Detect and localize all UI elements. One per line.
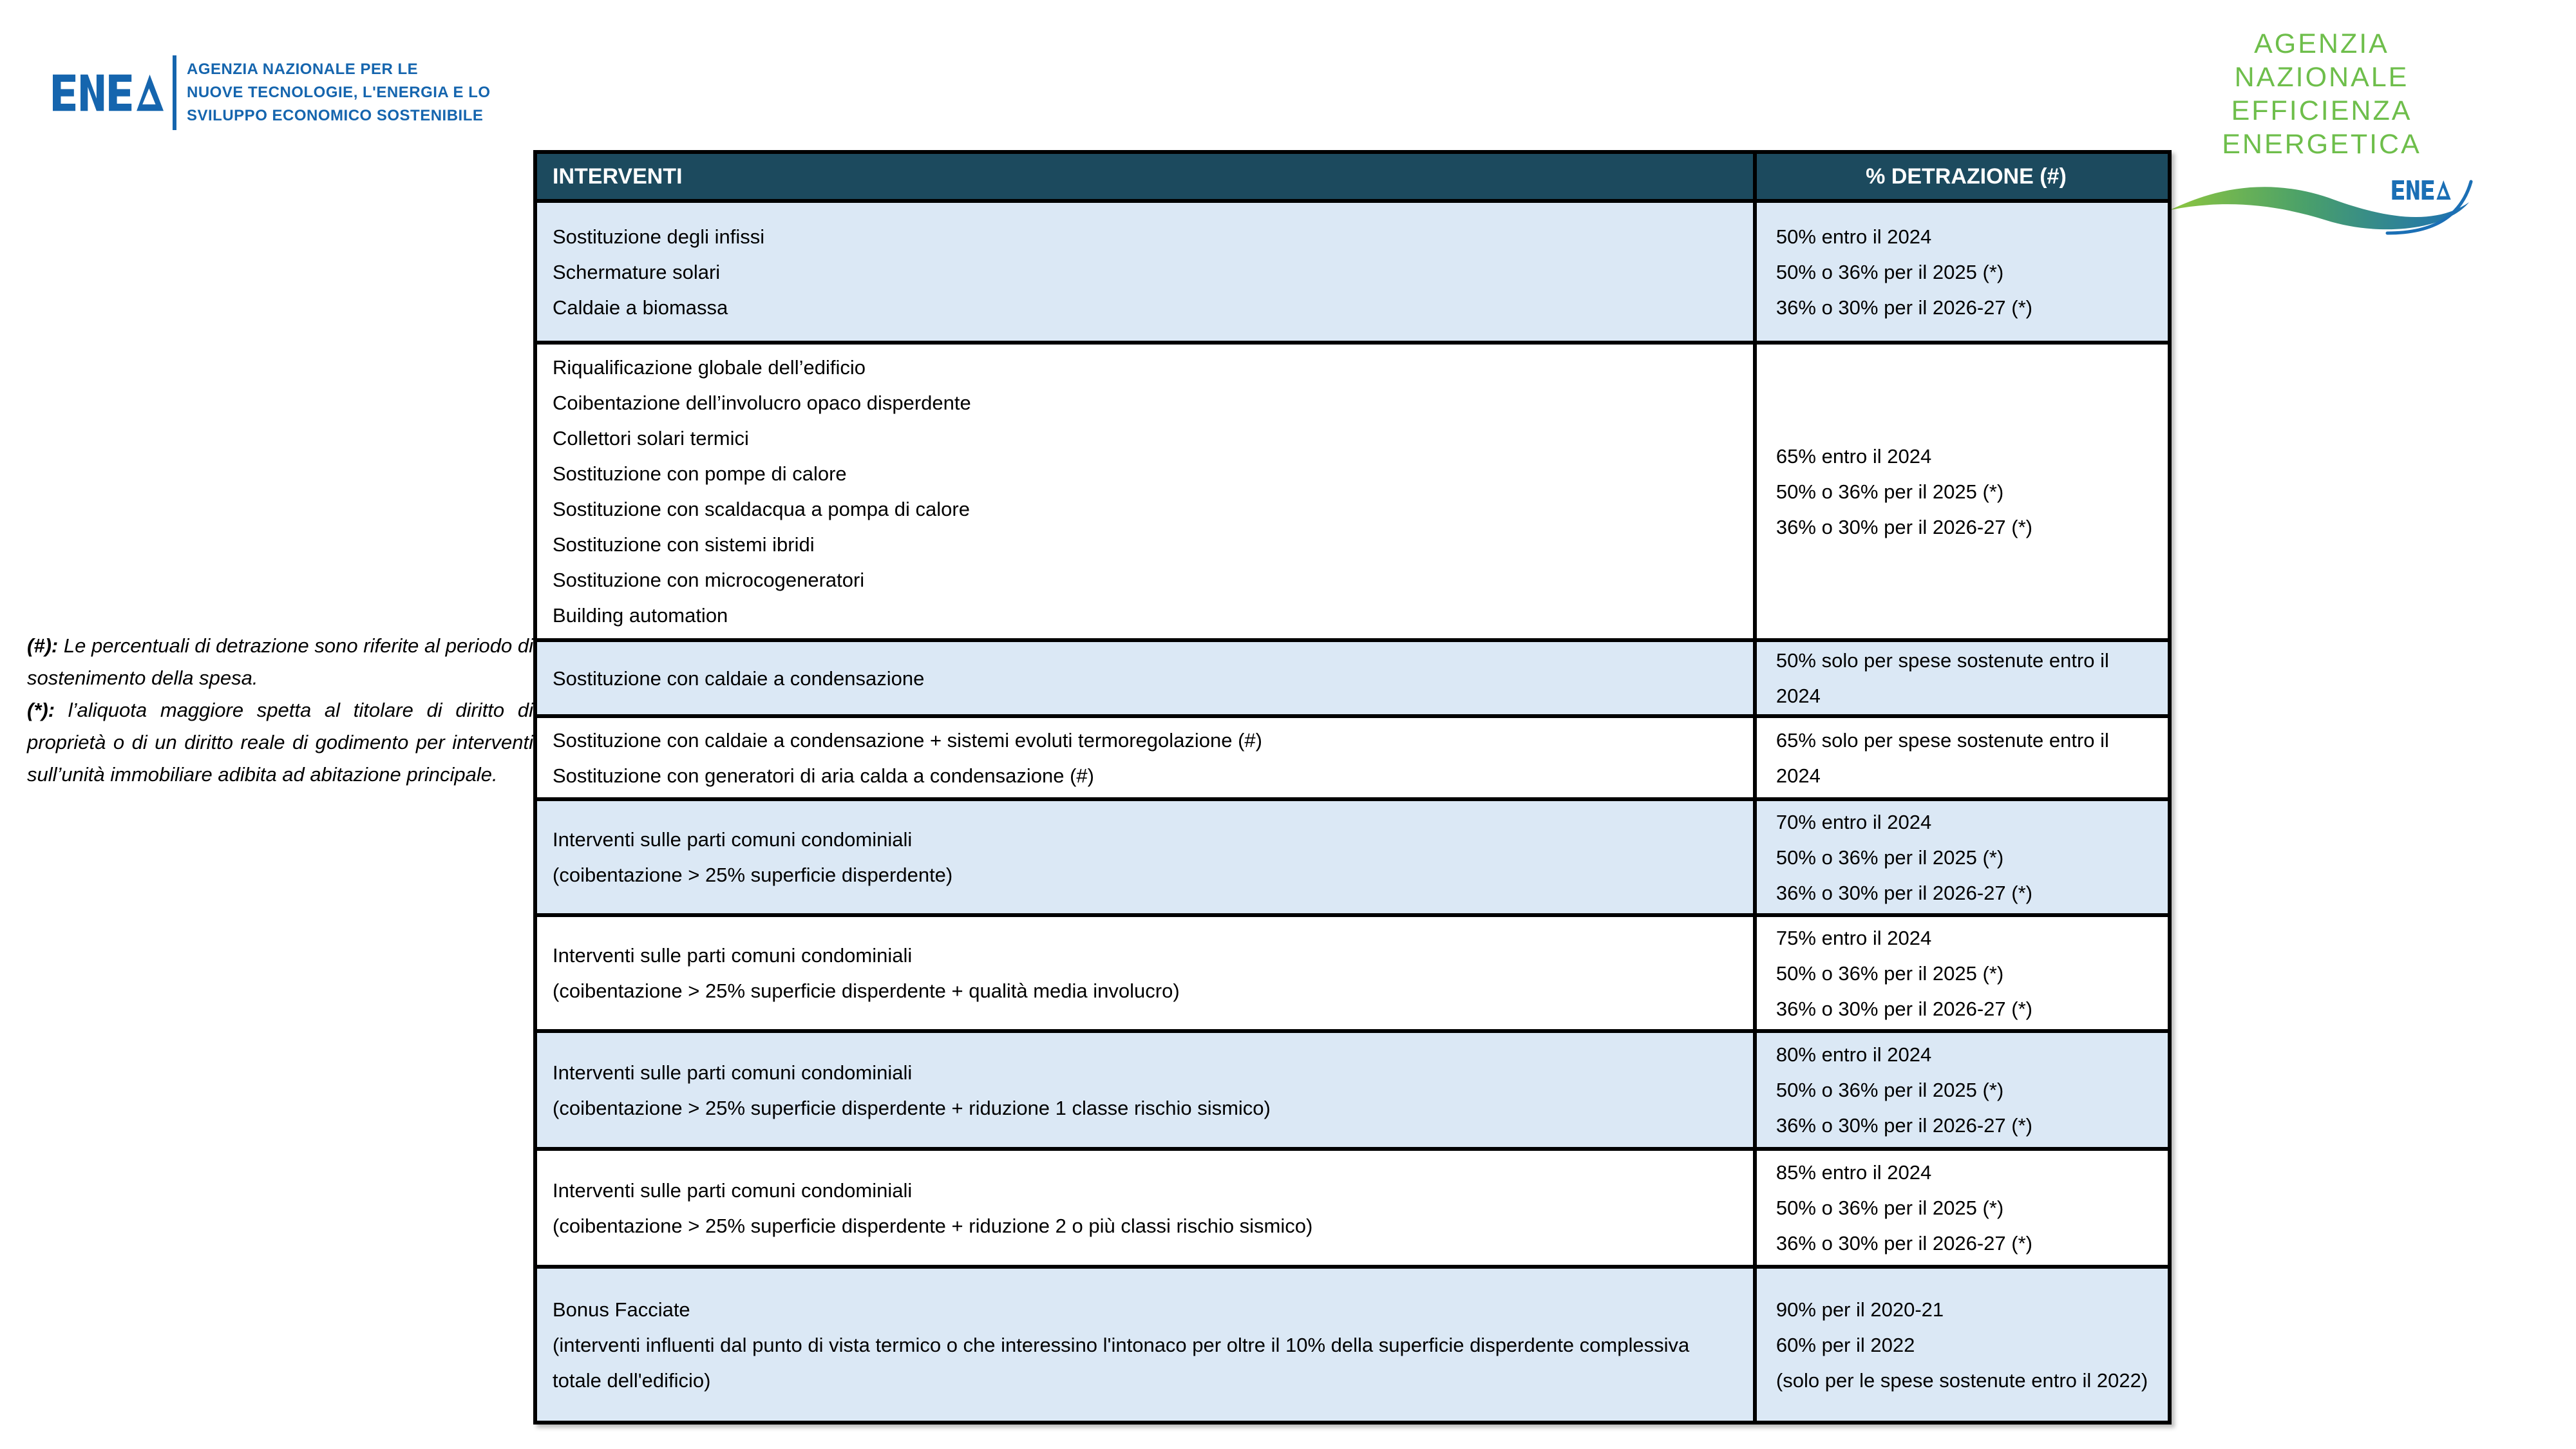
footnote-star-marker: (*): [27, 699, 55, 721]
interventi-cell: Sostituzione con caldaie a condensazione [537, 642, 1757, 714]
footnote-star-text: l’aliquota maggiore spetta al titolare di diritto di proprietà o di un diritto reale di godimento per interventi sull’unità immobiliare adibita ad abitazione principale. [27, 699, 533, 786]
interventi-cell: Interventi sulle parti comuni condominiali (coibentazione > 25% superficie disperdente) [537, 801, 1757, 913]
detrazione-cell: 70% entro il 2024 50% o 36% per il 2025 (*) 36% o 30% per il 2026-27 (*) [1776, 810, 2032, 904]
table-row [537, 1147, 2168, 1265]
header-detrazione: % DETRAZIONE (#) [1866, 164, 2067, 189]
agenzia-efficienza-logo [2165, 27, 2478, 241]
detrazione-cell: 90% per il 2020-21 60% per il 2022 (solo per le spese sostenute entro il 2022) [1776, 1298, 2148, 1392]
footnote-star [27, 694, 533, 791]
agenzia-logo-line2: EFFICIENZA ENERGETICA [2222, 95, 2421, 160]
enea-logo-text: AGENZIA NAZIONALE PER LE NUOVE TECNOLOGIE, L'ENERGIA E LO SVILUPPO ECONOMICO SOSTENIBILE [187, 61, 491, 124]
footnote-hash-text: Le percentuali di detrazione sono riferite al periodo di sostenimento della spesa. [27, 634, 533, 689]
table-row [537, 913, 2168, 1029]
interventi-cell: Interventi sulle parti comuni condominiali (coibentazione > 25% superficie disperdente + riduzione 2 o più classi rischio sismico) [537, 1151, 1757, 1265]
table-row [537, 638, 2168, 714]
interventi-cell: Sostituzione con caldaie a condensazione + sistemi evoluti termoregolazione (#) Sostituzione con generatori di aria calda a condensazione (#) [537, 718, 1757, 797]
detrazione-cell: 50% solo per spese sostenute entro il 2024 [1776, 649, 2109, 707]
table-row [537, 1265, 2168, 1421]
detrazione-cell: 65% solo per spese sostenute entro il 2024 [1776, 728, 2109, 787]
detrazione-cell: 75% entro il 2024 50% o 36% per il 2025 (*) 36% o 30% per il 2026-27 (*) [1776, 926, 2032, 1020]
footnote-hash [27, 630, 533, 694]
table-row [537, 714, 2168, 797]
interventi-cell: Interventi sulle parti comuni condominiali (coibentazione > 25% superficie disperdente + riduzione 1 classe rischio sismico) [537, 1033, 1757, 1147]
footnote [27, 630, 533, 791]
interventi-cell: Bonus Facciate (interventi influenti dal punto di vista termico o che interessino l'intonaco per oltre il 10% della superficie disperdente complessiva totale dell'edificio) [537, 1269, 1757, 1421]
table-row [537, 199, 2168, 341]
detrazione-cell: 50% entro il 2024 50% o 36% per il 2025 (*) 36% o 30% per il 2026-27 (*) [1776, 225, 2032, 319]
interventi-cell: Sostituzione degli infissi Schermature solari Caldaie a biomassa [537, 203, 1757, 341]
agenzia-logo-line1: AGENZIA NAZIONALE [2234, 28, 2409, 93]
enea-logo [53, 55, 491, 130]
table-row [537, 341, 2168, 638]
enea-wordmark-icon [53, 59, 164, 126]
interventi-cell: Riqualificazione globale dell’edificio Coibentazione dell’involucro opaco disperdente Collettori solari termici Sostituzione con pompe di calore Sostituzione con scaldacqua a pompa di calore Sostituzione con sistemi ibridi Sostituzione con microcogeneratori Building automation [537, 345, 1757, 638]
table-header-row [537, 154, 2168, 199]
detrazione-cell: 80% entro il 2024 50% o 36% per il 2025 (*) 36% o 30% per il 2026-27 (*) [1776, 1043, 2032, 1137]
interventi-cell: Interventi sulle parti comuni condominiali (coibentazione > 25% superficie disperdente + qualità media involucro) [537, 917, 1757, 1029]
enea-small-wordmark-icon [2392, 180, 2451, 200]
enea-small-wordmark-svg [2392, 180, 2451, 200]
detrazioni-table [533, 150, 2172, 1425]
detrazione-cell: 85% entro il 2024 50% o 36% per il 2025 (*) 36% o 30% per il 2026-27 (*) [1776, 1161, 2032, 1255]
table-row [537, 797, 2168, 913]
logo-divider [173, 55, 176, 130]
header-interventi: INTERVENTI [537, 154, 1757, 199]
detrazione-cell: 65% entro il 2024 50% o 36% per il 2025 (*) 36% o 30% per il 2026-27 (*) [1776, 444, 2032, 538]
swoosh-icon [2165, 164, 2478, 241]
table-row [537, 1029, 2168, 1147]
swoosh-graphic [2165, 164, 2478, 241]
footnote-hash-marker: (#): [27, 634, 59, 657]
